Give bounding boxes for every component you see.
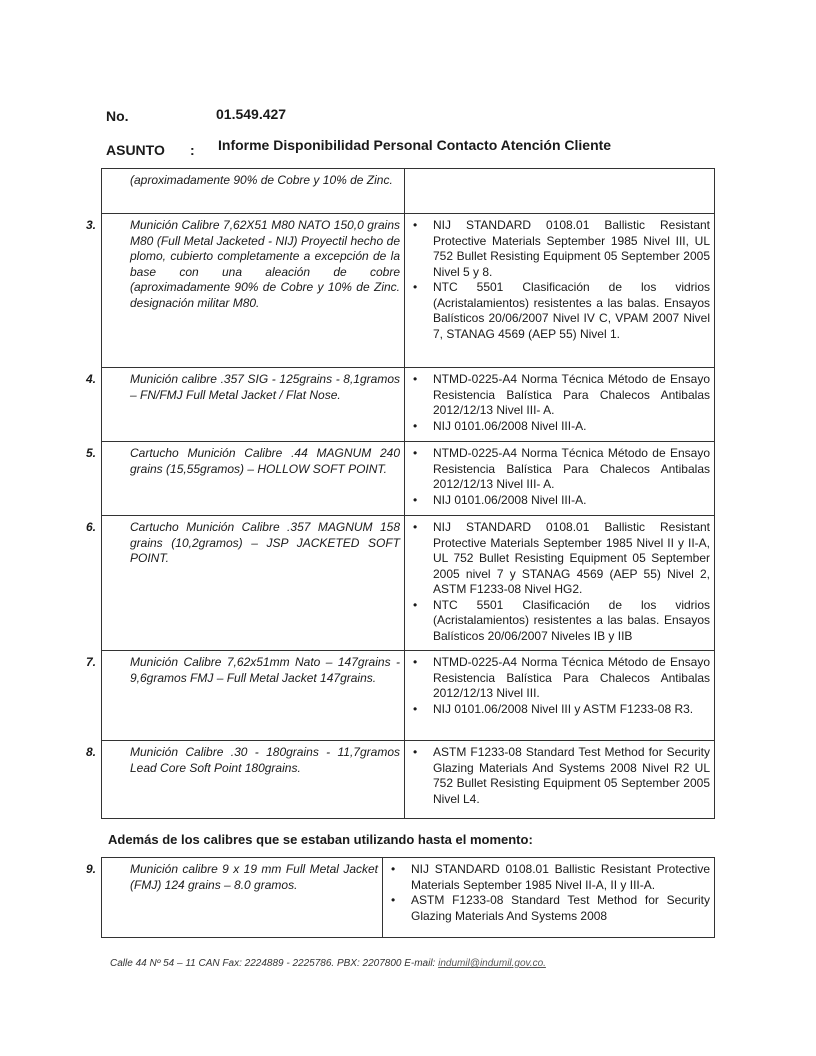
desc-cell (86, 651, 405, 741)
row-number: 4. (86, 372, 97, 386)
desc-cell (86, 858, 383, 938)
table-row (102, 858, 715, 938)
section-note: Además de los calibres que se estaban utilizando hasta el momento: (108, 832, 533, 847)
standards-cell (405, 651, 715, 741)
table-row (102, 516, 715, 651)
standard-item: • NIJ 0101.06/2008 Nivel III-A. (433, 419, 710, 435)
ammunition-table-continued (86, 857, 715, 938)
standard-item: • NIJ 0101.06/2008 Nivel III-A. (433, 493, 710, 509)
standards-cell (405, 169, 715, 214)
desc-cell: (aproximadamente 90% de Cobre y 10% de Zinc. (102, 169, 405, 214)
standards-cell (405, 368, 715, 442)
standard-item: • NTMD-0225-A4 Norma Técnica Método de Ensayo Resistencia Balística Para Chalecos Antibalas 2012/12/13 Nivel III- A. (433, 446, 710, 493)
footer-contact (110, 958, 546, 969)
standards-cell (405, 214, 715, 368)
standard-item: • NTC 5501 Clasificación de los vidrios (Acristalamientos) resistentes a las balas. Ensayos Balísticos 20/06/2007 Nivel IV C, VPAM 2007 Nivel 7, STANAG 4569 (AEP 55) Nivel 1. (433, 280, 710, 342)
standards-cell (383, 858, 715, 938)
row-number: 3. (86, 218, 97, 232)
desc-cell (86, 516, 405, 651)
row-number: 7. (86, 655, 97, 669)
row-description: Munición Calibre 7,62x51mm Nato – 147grains - 9,6gramos FMJ – Full Metal Jacket 147grains. (130, 655, 400, 685)
table-row (102, 169, 715, 214)
desc-cell (86, 442, 405, 516)
standards-cell (405, 442, 715, 516)
desc-cell (86, 214, 405, 368)
row-number: 9. (86, 862, 97, 876)
footer-address: Calle 44 Nº 54 – 11 CAN Fax: 2224889 - 2225786. PBX: 2207800 E-mail: (110, 958, 439, 969)
standard-item: • ASTM F1233-08 Standard Test Method for Security Glazing Materials And Systems 2008 (411, 893, 710, 924)
row-number: 5. (86, 446, 97, 460)
row-description: Cartucho Munición Calibre .357 MAGNUM 158 grains (10,2gramos) – JSP JACKETED SOFT POINT. (130, 520, 400, 565)
row-description: Munición Calibre .30 - 180grains - 11,7gramos Lead Core Soft Point 180grains. (130, 745, 400, 775)
subject-colon: : (190, 142, 195, 158)
document-number: 01.549.427 (216, 106, 287, 122)
table-row (102, 741, 715, 819)
standards-cell (405, 741, 715, 819)
ammunition-table (86, 168, 715, 819)
desc-cell (86, 741, 405, 819)
row-description: Munición Calibre 7,62X51 M80 NATO 150,0 grains M80 (Full Metal Jacketed - NIJ) Proyectil hecho de plomo, cubierto completamente a excepción de la base con una aleación de cobre (aproximadamente 90% de Cobre y 10% de Zinc. designación militar M80. (130, 218, 400, 310)
standard-item: • NIJ STANDARD 0108.01 Ballistic Resistant Protective Materials September 1985 Nivel II y II-A, UL 752 Bullet Resisting Equipment 05 September 2005 nivel 7 y STANAG 4569 (AEP 55) Nivel 2, ASTM F1233-08 Nivel HG2. (433, 520, 710, 598)
standard-item: • NTMD-0225-A4 Norma Técnica Método de Ensayo Resistencia Balística Para Chalecos Antibalas 2012/12/13 Nivel III- A. (433, 372, 710, 419)
standard-item: • NIJ STANDARD 0108.01 Ballistic Resistant Protective Materials September 1985 Nivel III, UL 752 Bullet Resisting Equipment 05 September 2005 Nivel 5 y 8. (433, 218, 710, 280)
standard-item: • NTMD-0225-A4 Norma Técnica Método de Ensayo Resistencia Balística Para Chalecos Antibalas 2012/12/13 Nivel III. (433, 655, 710, 702)
standard-item: • NIJ 0101.06/2008 Nivel III y ASTM F1233-08 R3. (433, 702, 710, 718)
subject-value: Informe Disponibilidad Personal Contacto Atención Cliente (218, 137, 612, 153)
standard-item: • NIJ STANDARD 0108.01 Ballistic Resistant Protective Materials September 1985 Nivel II-A, II y III-A. (411, 862, 710, 893)
row-description: Munición calibre 9 x 19 mm Full Metal Jacket (FMJ) 124 grains – 8.0 gramos. (130, 862, 378, 892)
subject-label: ASUNTO (106, 142, 165, 158)
row-description: Munición calibre .357 SIG - 125grains - 8,1gramos – FN/FMJ Full Metal Jacket / Flat Nose. (130, 372, 400, 402)
desc-cell (86, 368, 405, 442)
table-row (102, 651, 715, 741)
row-number: 8. (86, 745, 97, 759)
table-row (102, 442, 715, 516)
row-number: 6. (86, 520, 97, 534)
standards-cell (405, 516, 715, 651)
standard-item: • NTC 5501 Clasificación de los vidrios (Acristalamientos) resistentes a las balas. Ensayos Balísticos 20/06/2007 Niveles IB y IIB (433, 598, 710, 645)
standard-item: • ASTM F1233-08 Standard Test Method for Security Glazing Materials And Systems 2008 Nivel R2 UL 752 Bullet Resisting Equipment 05 September 2005 Nivel L4. (433, 745, 710, 807)
number-label: No. (106, 108, 129, 124)
row-description: Cartucho Munición Calibre .44 MAGNUM 240 grains (15,55gramos) – HOLLOW SOFT POINT. (130, 446, 400, 476)
table-row (102, 368, 715, 442)
footer-email-link[interactable]: indumil@indumil.gov.co. (438, 958, 546, 969)
table-row (102, 214, 715, 368)
